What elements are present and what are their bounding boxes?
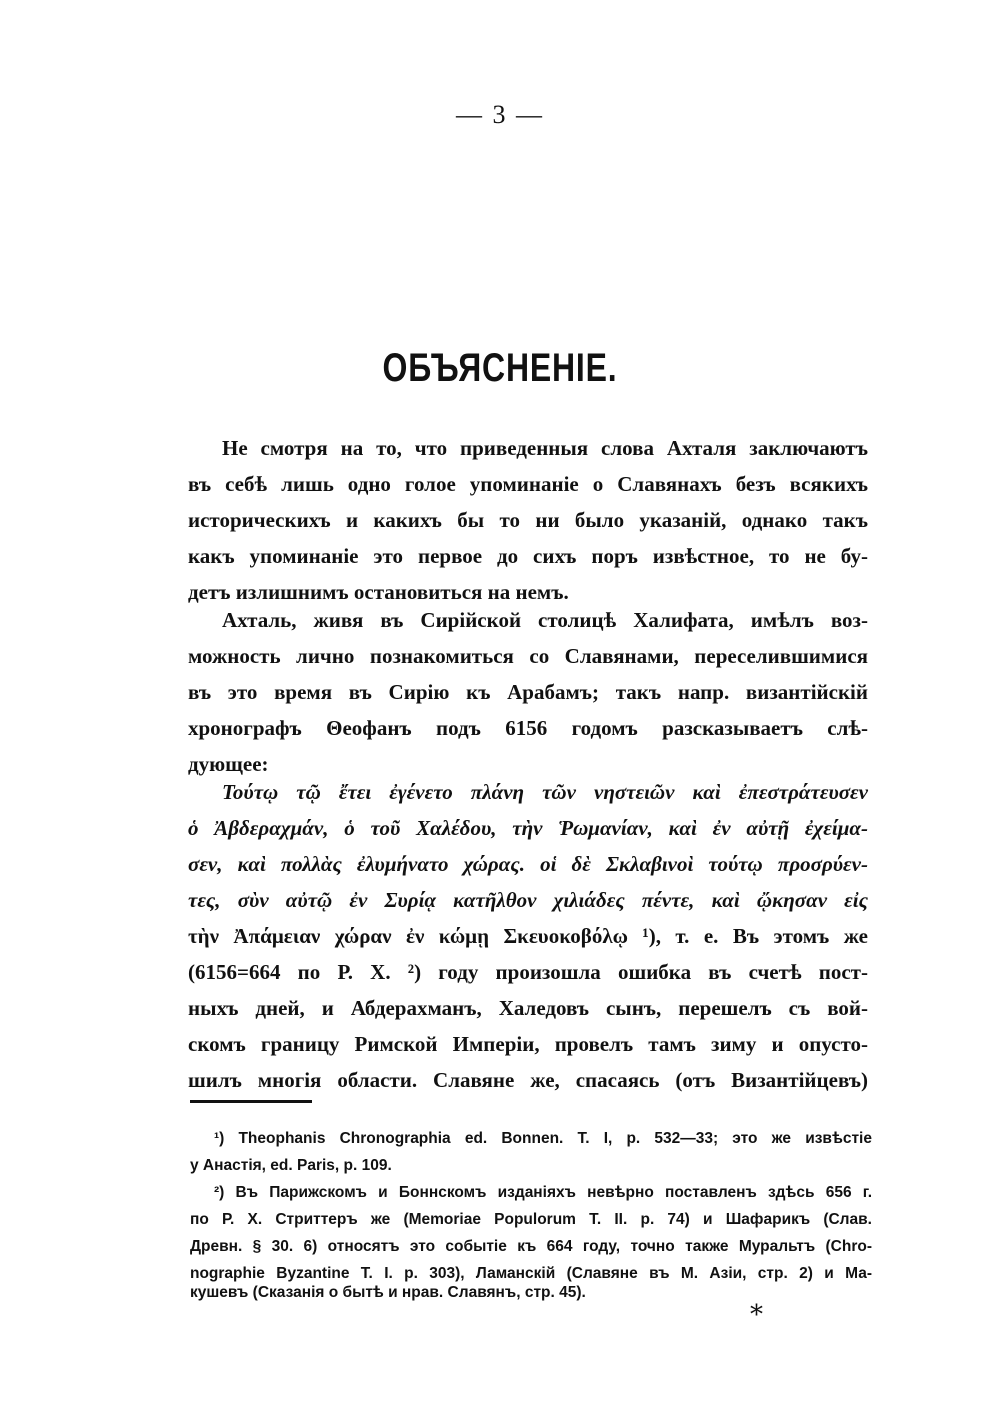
- page-title: ОБЪЯСНЕНІЕ.: [382, 346, 618, 390]
- body-line: въ себѣ лишь одно голое упоминаніе о Славянахъ безъ всякихъ: [188, 472, 868, 496]
- footnote-line: кушевъ (Сказанія о бытѣ и нрав. Славянъ, стр. 45).: [190, 1284, 586, 1301]
- body-line: какъ упоминаніе это первое до сихъ поръ извѣстное, то не бу-: [188, 544, 868, 568]
- greek-quote-line: ὁ Ἀβδεραχμάν, ὁ τοῦ Χαλέδου, τὴν Ῥωμανίαν, καὶ ἐν αὐτῇ ἐχείμα-: [188, 816, 868, 840]
- body-line: (6156=664 по Р. Х. ²) году произошла ошибка въ счетѣ пост-: [188, 960, 868, 984]
- body-line: историческихъ и какихъ бы то ни было указаній, однако такъ: [188, 508, 868, 532]
- body-line: ныхъ дней, и Абдерахманъ, Халедовъ сынъ, перешелъ съ вой-: [188, 996, 868, 1020]
- body-line: шилъ многія области. Славяне же, спасаясь (отъ Византійцевъ): [188, 1068, 868, 1092]
- greek-quote-line: σεν, καὶ πολλὰς ἐλυμήνατο χώρας. οἱ δὲ Σκλαβινοὶ τούτῳ προσρύεν-: [188, 852, 868, 876]
- greek-quote-line: τες, σὺν αὐτῷ ἐν Συρίᾳ κατῆλθον χιλιάδες πέντε, καὶ ᾤκησαν εἰς: [188, 888, 868, 912]
- body-line: Не смотря на то, что приведенныя слова Ахталя заключаютъ: [222, 436, 868, 460]
- body-line: детъ излишнимъ остановиться на немъ.: [188, 580, 569, 604]
- footnote-line: у Анастія, ed. Paris, p. 109.: [190, 1157, 392, 1174]
- footnote-divider: [190, 1100, 312, 1103]
- body-line: дующее:: [188, 752, 269, 776]
- body-line: τὴν Ἀπάμειαν χώραν ἐν κώμῃ Σκευοκοβόλῳ ¹), т. е. Въ этомъ же: [188, 924, 868, 948]
- body-line: скомъ границу Римской Имперіи, провелъ тамъ зиму и опусто-: [188, 1032, 868, 1056]
- signature-mark: *: [750, 1300, 763, 1330]
- footnote-line: ²) Въ Парижскомъ и Боннскомъ изданіяхъ невѣрно поставленъ здѣсь 656 г.: [214, 1184, 872, 1201]
- footnote-line: ¹) Theophanis Chronographia ed. Bonnen. T. I, p. 532—33; это же извѣстіе: [214, 1130, 872, 1147]
- footnote-line: Древн. § 30. 6) относятъ это событіе къ 664 году, точно также Муральтъ (Chro-: [190, 1238, 872, 1255]
- page-number: — 3 —: [456, 100, 544, 129]
- greek-quote-line: Τούτῳ τῷ ἔτει ἐγένετο πλάνη τῶν νηστειῶν καὶ ἐπεστράτευσεν: [222, 780, 868, 804]
- body-line: Ахталь, живя въ Сирійской столицѣ Халифата, имѣлъ воз-: [222, 608, 868, 632]
- footnote-line: nographie Byzantine T. I. p. 303), Ламанскій (Славяне въ М. Азіи, стр. 2) и Ма-: [190, 1265, 872, 1282]
- body-line: можность лично познакомиться со Славянами, переселившимися: [188, 644, 868, 668]
- body-line: хронографъ Θеофанъ подъ 6156 годомъ разсказываетъ слѣ-: [188, 716, 868, 740]
- footnote-line: по Р. Х. Стриттеръ же (Memoriae Populorum T. II. p. 74) и Шафарикъ (Слав.: [190, 1211, 872, 1228]
- body-line: въ это время въ Сирію къ Арабамъ; такъ напр. византійскій: [188, 680, 868, 704]
